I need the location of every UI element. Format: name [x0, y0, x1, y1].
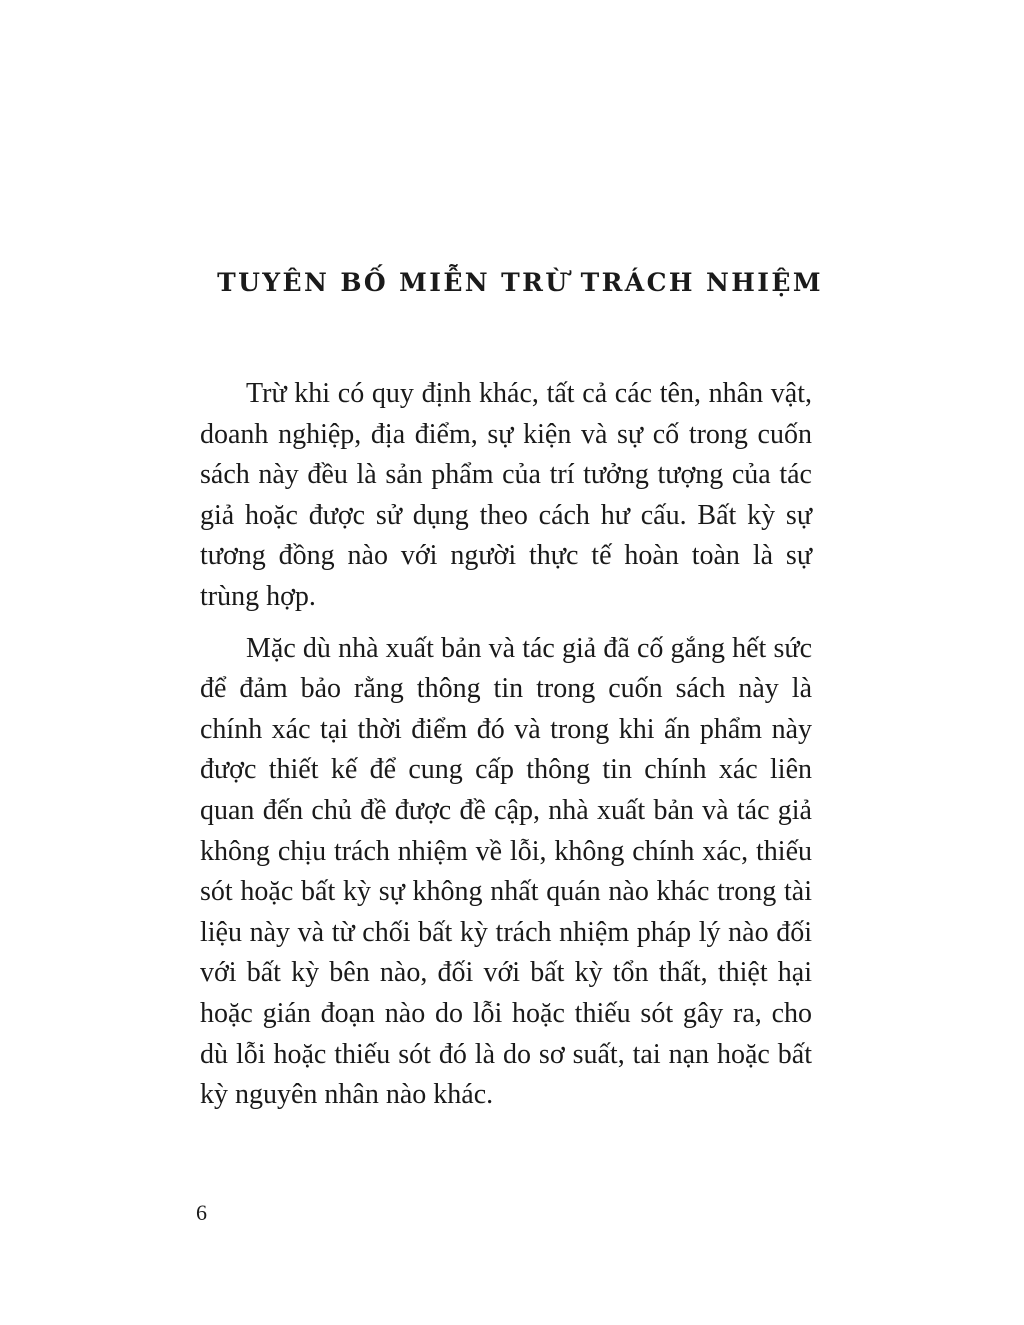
paragraph-liability-notice: Mặc dù nhà xuất bản và tác giả đã cố gắng hết sức để đảm bảo rằng thông tin trong cuốn sách này là chính xác tại thời điểm đó và trong khi ấn phẩm này được thiết kế để cung cấp thông tin chính xác liên quan đến chủ đề được đề cập, nhà xuất bản và tác giả không chịu trách nhiệm về lỗi, không chính xác, thiếu sót hoặc bất kỳ sự không nhất quán nào khác trong tài liệu này và từ chối bất kỳ trách nhiệm pháp lý nào đối với bất kỳ bên nào, đối với bất kỳ tổn thất, thiệt hại hoặc gián đoạn nào do lỗi hoặc thiếu sót gây ra, cho dù lỗi hoặc thiếu sót đó là do sơ suất, tai nạn hoặc bất kỳ nguyên nhân nào khác. [200, 632, 812, 1111]
page-number: 6 [196, 1200, 207, 1225]
disclaimer-body [200, 374, 812, 1116]
page-title: TUYÊN BỐ MIỄN TRỪ TRÁCH NHIỆM [217, 268, 823, 297]
paragraph-fiction-notice: Trừ khi có quy định khác, tất cả các tên, nhân vật, doanh nghiệp, địa điểm, sự kiện và sự cố trong cuốn sách này đều là sản phẩm của trí tưởng tượng của tác giả hoặc được sử dụng theo cách hư cấu. Bất kỳ sự tương đồng nào với người thực tế hoàn toàn là sự trùng hợp. [200, 378, 812, 612]
